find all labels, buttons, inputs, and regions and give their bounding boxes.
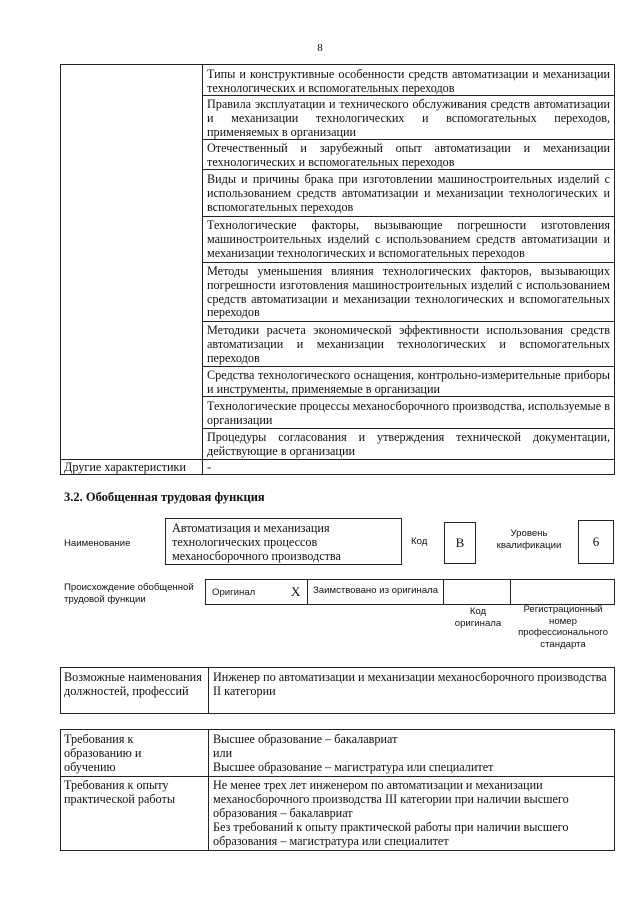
education-line: Высшее образование – магистратура или специалитет (213, 760, 494, 774)
borrowed-label: Заимствовано из оригинала (313, 585, 439, 596)
positions-table-top (60, 667, 615, 668)
row-divider (202, 262, 615, 263)
code-original-label: Код оригинала (454, 606, 502, 629)
knowledge-item: Технологические факторы, вызывающие погрешности изготовления машиностроительных изделий с использованием средств автоматизации и механизации технологических и вспомогательных переходов (207, 218, 610, 260)
origin-divider (614, 579, 615, 605)
knowledge-item: Технологические процессы механосборочного производства, используемые в организации (207, 399, 610, 427)
row-divider (202, 321, 615, 322)
origin-divider (510, 579, 511, 605)
knowledge-item: Правила эксплуатации и технического обслуживания средств автоматизации и механизации технологических и вспомогательных переходов, применяемых в организации (207, 97, 610, 139)
level-label: Уровень квалификации (496, 528, 562, 551)
origin-divider (205, 579, 206, 605)
positions-table-left (60, 667, 61, 714)
level-value: 6 (592, 534, 600, 549)
code-value-box (444, 522, 476, 564)
positions-table-right (614, 667, 615, 714)
origin-divider (443, 579, 444, 605)
positions-label: Возможные наименования должностей, профессий (64, 670, 202, 698)
requirements-table-left (60, 729, 61, 851)
knowledge-item: Средства технологического оснащения, контрольно-измерительные приборы и инструменты, применяемые в организации (207, 368, 610, 396)
reg-number-label: Регистрационный номер профессионального стандарта (518, 604, 608, 650)
positions-table-bottom (60, 713, 615, 714)
origin-row-top (205, 579, 615, 580)
name-value: Автоматизация и механизация технологических процессов механосборочного производства (172, 521, 341, 563)
other-characteristics-value: - (207, 460, 212, 474)
positions-table-divider (208, 667, 209, 714)
code-label: Код (411, 536, 428, 547)
table-column-divider (202, 64, 203, 475)
requirements-table-bottom (60, 850, 615, 851)
origin-label: Происхождение обобщенной трудовой функции (64, 582, 194, 605)
original-label: Оригинал (212, 587, 256, 598)
table-border-left (60, 64, 61, 475)
experience-label: Требования к опыту практической работы (64, 778, 176, 806)
other-characteristics-label: Другие характеристики (64, 460, 186, 474)
table-border-top (60, 64, 615, 65)
education-line: или (213, 746, 233, 760)
knowledge-item: Отечественный и зарубежный опыт автоматизации и механизации технологических и вспомогательных переходов (207, 141, 610, 169)
requirements-table-top (60, 729, 615, 730)
knowledge-item: Процедуры согласования и утверждения технической документации, действующие в организации (207, 430, 610, 458)
name-value-box (165, 518, 402, 565)
requirements-table-divider (208, 729, 209, 851)
page-number: 8 (317, 42, 323, 54)
section-heading: 3.2. Обобщенная трудовая функция (64, 490, 265, 504)
code-value: B (455, 535, 465, 550)
name-label: Наименование (64, 538, 131, 549)
education-line: Высшее образование – бакалавриат (213, 732, 398, 746)
experience-line: Не менее трех лет инженером по автоматизации и механизации механосборочного производства III категории при наличии высшего образования – бакалавриат (213, 778, 569, 820)
education-label: Требования к образованию и обучению (64, 732, 142, 774)
knowledge-item: Методики расчета экономической эффективности использования средств автоматизации и механизации технологических и вспомогательных переходов (207, 323, 610, 365)
table-border-right (614, 64, 615, 475)
positions-value: Инженер по автоматизации и механизации механосборочного производства II категории (213, 670, 607, 698)
row-divider (202, 216, 615, 217)
level-value-box (578, 520, 614, 564)
row-divider (202, 366, 615, 367)
original-mark: X (291, 584, 301, 599)
experience-line: Без требований к опыту практической работы при наличии высшего образования – магистратура или специалитет (213, 820, 569, 848)
requirements-row-divider (60, 776, 615, 777)
knowledge-item: Типы и конструктивные особенности средств автоматизации и механизации технологических и вспомогательных переходов (207, 67, 610, 95)
requirements-table-right (614, 729, 615, 851)
origin-divider (307, 579, 308, 605)
row-divider (202, 428, 615, 429)
knowledge-item: Виды и причины брака при изготовлении машиностроительных изделий с использованием средств автоматизации и механизации технологических и вспомогательных переходов (207, 172, 610, 214)
knowledge-item: Методы уменьшения влияния технологических факторов, вызывающих погрешности изготовления машиностроительных изделий с использованием средств автоматизации и механизации технологических и вспомогательных переходов (207, 264, 610, 320)
